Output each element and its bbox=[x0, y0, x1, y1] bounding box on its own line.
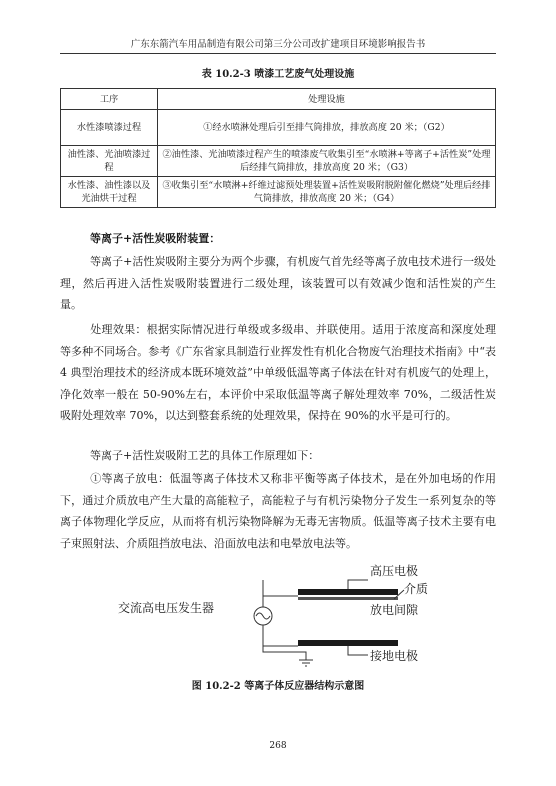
table-row bbox=[61, 177, 496, 208]
high-voltage-electrode bbox=[298, 589, 398, 595]
table-cell-facility: ③收集引至“水喷淋+纤维过滤预处理装置+活性炭吸附脱附催化燃烧”处理后经排气筒排放，排放高度 20 米；（G4） bbox=[158, 177, 496, 208]
ground-electrode-label: 接地电极 bbox=[370, 649, 419, 663]
discharge-gap-label: 放电间隙 bbox=[370, 603, 419, 617]
running-header: 广东东箭汽车用品制造有限公司第三分公司改扩建项目环境影响报告书 bbox=[130, 39, 426, 50]
table-header-cell: 工序 bbox=[61, 89, 158, 110]
table-row bbox=[61, 146, 496, 177]
lower-wire bbox=[263, 625, 298, 646]
upper-wire bbox=[263, 580, 298, 596]
table-cell-facility: ①经水喷淋处理后引至排气筒排放，排放高度 20 米；（G2） bbox=[158, 110, 496, 146]
figure-caption: 图 10.2-2 等离子体反应器结构示意图 bbox=[191, 681, 365, 692]
treatment-table bbox=[60, 88, 496, 208]
leader-ground bbox=[348, 646, 368, 655]
high-voltage-electrode-label: 高压电极 bbox=[370, 564, 419, 578]
table-caption: 表 10.2-3 喷漆工艺废气处理设施 bbox=[201, 69, 355, 80]
ground-electrode bbox=[298, 640, 398, 646]
table-cell-process: 油性漆、光油喷漆过程 bbox=[61, 146, 158, 177]
table-header-row bbox=[61, 89, 496, 110]
ground-icon bbox=[299, 660, 313, 666]
ground-wire bbox=[263, 646, 306, 660]
header-rule bbox=[60, 53, 496, 54]
paragraph: ①等离子放电：低温等离子体技术又称非平衡等离子体技术，是在外加电场的作用下，通过介质放电产生大量的高能粒子，高能粒子与有机污染物分子发生一系列复杂的等离子体物理化学反应，从而将有机污染物降解为无毒无害物质。低温等离子技术主要有电子束照射法、介质阻挡放电法、沿面放电法和电晕放电法等。 bbox=[60, 472, 496, 550]
table-cell-process: 水性漆喷漆过程 bbox=[61, 110, 158, 146]
paragraph: 等离子+活性炭吸附工艺的具体工作原理如下： bbox=[90, 449, 320, 462]
paragraph: 处理效果：根据实际情况进行单级或多级串、并联使用。适用于浓度高和深度处理等多种不同场合。参考《广东省家具制造行业挥发性有机化合物废气治理技术指南》中“表 4 典型治理技术的经济成本既环境效益”中单级低温等离子体法在针对有机废气的处理上，净化效率一般在 50-90%左右，本评价中采取低温等离子解处理效率 70%，二级活性炭吸附处理效率 70%，以达到整套系统的处理效果，保持在 90%的水平是可行的。 bbox=[60, 323, 496, 423]
table-cell-facility: ②油性漆、光油喷漆过程产生的喷漆废气收集引至“水喷淋+等离子+活性炭”处理后经排气筒排放，排放高度 20 米；（G3） bbox=[158, 146, 496, 177]
generator-label: 交流高电压发生器 bbox=[118, 601, 215, 615]
dielectric-layer bbox=[298, 597, 398, 600]
leader-high-voltage bbox=[348, 580, 368, 589]
table-cell-process: 水性漆、油性漆以及光油烘干过程 bbox=[61, 177, 158, 208]
section-heading: 等离子+活性炭吸附装置： bbox=[90, 232, 221, 245]
dielectric-label: 介质 bbox=[404, 582, 428, 596]
plasma-reactor-diagram bbox=[118, 560, 428, 670]
page-number: 268 bbox=[269, 741, 287, 751]
paragraph: 等离子+活性炭吸附主要分为两个步骤，有机废气首先经等离子放电技术进行一级处理，然后再进入活性炭吸附装置进行二级处理，该装置可以有效减少饱和活性炭的产生量。 bbox=[60, 255, 496, 312]
table-header-cell: 处理设施 bbox=[158, 89, 496, 110]
table-row bbox=[61, 110, 496, 146]
